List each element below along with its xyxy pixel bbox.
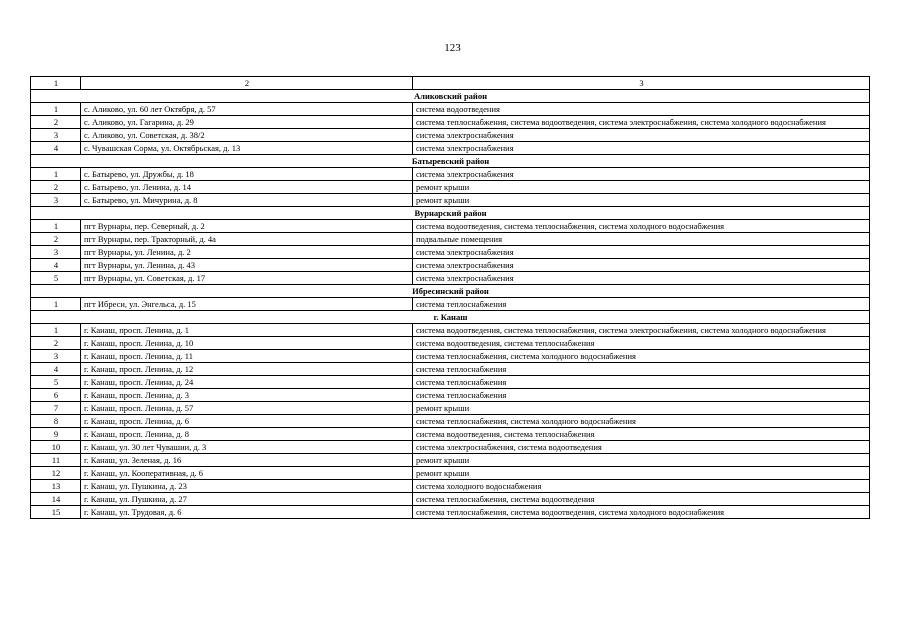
row-number: 8	[31, 415, 81, 428]
column-number-1: 1	[31, 77, 81, 90]
address-cell: с. Батырево, ул. Мичурина, д. 8	[81, 194, 413, 207]
table-row	[31, 415, 870, 428]
row-number: 1	[31, 324, 81, 337]
table-row	[31, 402, 870, 415]
address-cell: с. Батырево, ул. Ленина, д. 14	[81, 181, 413, 194]
works-cell: система теплоснабжения, система холодного водоснабжения	[413, 415, 870, 428]
works-cell: система водоотведения, система теплоснабжения, система электроснабжения, система холодного водоснабжения	[413, 324, 870, 337]
address-cell: пгт Вурнары, пер. Тракторный, д. 4а	[81, 233, 413, 246]
address-cell: с. Батырево, ул. Дружбы, д. 18	[81, 168, 413, 181]
works-cell: система холодного водоснабжения	[413, 480, 870, 493]
row-number: 4	[31, 363, 81, 376]
table-row	[31, 428, 870, 441]
address-cell: г. Канаш, просп. Ленина, д. 8	[81, 428, 413, 441]
address-cell: с. Чувашская Сорма, ул. Октябрьская, д. 13	[81, 142, 413, 155]
table-row	[31, 103, 870, 116]
table-row	[31, 272, 870, 285]
row-number: 6	[31, 389, 81, 402]
works-cell: ремонт крыши	[413, 194, 870, 207]
table-row	[31, 467, 870, 480]
works-cell: система электроснабжения	[413, 129, 870, 142]
row-number: 3	[31, 246, 81, 259]
works-table	[30, 76, 870, 519]
region-header-row	[31, 285, 870, 298]
table-row	[31, 116, 870, 129]
table-row	[31, 389, 870, 402]
row-number: 3	[31, 129, 81, 142]
column-number-2: 2	[81, 77, 413, 90]
row-number: 1	[31, 168, 81, 181]
address-cell: пгт Вурнары, ул. Советская, д. 17	[81, 272, 413, 285]
row-number: 1	[31, 220, 81, 233]
address-cell: пгт Вурнары, пер. Северный, д. 2	[81, 220, 413, 233]
table-row	[31, 480, 870, 493]
table-row	[31, 363, 870, 376]
works-cell: подвальные помещения	[413, 233, 870, 246]
table-row	[31, 220, 870, 233]
address-cell: г. Канаш, просп. Ленина, д. 12	[81, 363, 413, 376]
address-cell: г. Канаш, ул. Пушкина, д. 23	[81, 480, 413, 493]
region-header-row	[31, 90, 870, 103]
table-row	[31, 324, 870, 337]
table-row	[31, 142, 870, 155]
address-cell: г. Канаш, ул. Пушкина, д. 27	[81, 493, 413, 506]
table-row	[31, 181, 870, 194]
works-cell: ремонт крыши	[413, 181, 870, 194]
works-cell: система электроснабжения	[413, 272, 870, 285]
address-cell: пгт Ибреси, ул. Энгельса, д. 15	[81, 298, 413, 311]
table-row	[31, 506, 870, 519]
region-name: г. Канаш	[31, 311, 870, 324]
works-cell: система водоотведения, система теплоснабжения	[413, 428, 870, 441]
works-cell: система электроснабжения	[413, 168, 870, 181]
table-row	[31, 298, 870, 311]
row-number: 2	[31, 181, 81, 194]
row-number: 3	[31, 194, 81, 207]
works-cell: система водоотведения	[413, 103, 870, 116]
column-number-3: 3	[413, 77, 870, 90]
table-row	[31, 168, 870, 181]
address-cell: г. Канаш, ул. Кооперативная, д. 6	[81, 467, 413, 480]
address-cell: пгт Вурнары, ул. Ленина, д. 43	[81, 259, 413, 272]
row-number: 4	[31, 259, 81, 272]
region-name: Вурнарский район	[31, 207, 870, 220]
row-number: 3	[31, 350, 81, 363]
works-cell: система электроснабжения, система водоотведения	[413, 441, 870, 454]
page-number: 123	[444, 42, 461, 54]
region-name: Аликовский район	[31, 90, 870, 103]
table-row	[31, 194, 870, 207]
table-row	[31, 259, 870, 272]
row-number: 2	[31, 116, 81, 129]
address-cell: г. Канаш, просп. Ленина, д. 3	[81, 389, 413, 402]
region-name: Батыревский район	[31, 155, 870, 168]
works-cell: система теплоснабжения	[413, 363, 870, 376]
table-row	[31, 493, 870, 506]
table-row	[31, 441, 870, 454]
works-cell: система теплоснабжения, система водоотведения, система холодного водоснабжения	[413, 506, 870, 519]
row-number: 2	[31, 233, 81, 246]
works-cell: система водоотведения, система теплоснабжения	[413, 337, 870, 350]
address-cell: с. Аликово, ул. Советская, д. 38/2	[81, 129, 413, 142]
works-cell: ремонт крыши	[413, 454, 870, 467]
works-cell: система теплоснабжения	[413, 298, 870, 311]
works-cell: система электроснабжения	[413, 246, 870, 259]
row-number: 12	[31, 467, 81, 480]
region-header-row	[31, 207, 870, 220]
row-number: 13	[31, 480, 81, 493]
row-number: 10	[31, 441, 81, 454]
address-cell: г. Канаш, просп. Ленина, д. 10	[81, 337, 413, 350]
table-row	[31, 129, 870, 142]
table-body	[31, 77, 870, 519]
table-row	[31, 337, 870, 350]
table-row	[31, 233, 870, 246]
works-cell: система водоотведения, система теплоснабжения, система холодного водоснабжения	[413, 220, 870, 233]
row-number: 7	[31, 402, 81, 415]
works-cell: система теплоснабжения, система водоотведения, система электроснабжения, система холодного водоснабжения	[413, 116, 870, 129]
address-cell: г. Канаш, просп. Ленина, д. 11	[81, 350, 413, 363]
row-number: 4	[31, 142, 81, 155]
row-number: 9	[31, 428, 81, 441]
region-header-row	[31, 155, 870, 168]
row-number: 1	[31, 298, 81, 311]
address-cell: г. Канаш, ул. Трудовая, д. 6	[81, 506, 413, 519]
row-number: 5	[31, 272, 81, 285]
table-row	[31, 350, 870, 363]
works-cell: ремонт крыши	[413, 402, 870, 415]
address-cell: г. Канаш, просп. Ленина, д. 24	[81, 376, 413, 389]
works-cell: система теплоснабжения, система холодного водоснабжения	[413, 350, 870, 363]
address-cell: с. Аликово, ул. 60 лет Октября, д. 57	[81, 103, 413, 116]
works-cell: система теплоснабжения, система водоотведения	[413, 493, 870, 506]
address-cell: г. Канаш, ул. Зеленая, д. 16	[81, 454, 413, 467]
address-cell: г. Канаш, просп. Ленина, д. 6	[81, 415, 413, 428]
works-cell: система электроснабжения	[413, 142, 870, 155]
row-number: 11	[31, 454, 81, 467]
address-cell: г. Канаш, просп. Ленина, д. 57	[81, 402, 413, 415]
row-number: 5	[31, 376, 81, 389]
address-cell: пгт Вурнары, ул. Ленина, д. 2	[81, 246, 413, 259]
region-header-row	[31, 311, 870, 324]
address-cell: г. Канаш, ул. 30 лет Чувашии, д. 3	[81, 441, 413, 454]
column-number-row	[31, 77, 870, 90]
table-row	[31, 454, 870, 467]
works-cell: система теплоснабжения	[413, 376, 870, 389]
region-name: Ибресинский район	[31, 285, 870, 298]
row-number: 2	[31, 337, 81, 350]
address-cell: с. Аликово, ул. Гагарина, д. 29	[81, 116, 413, 129]
row-number: 15	[31, 506, 81, 519]
works-cell: система теплоснабжения	[413, 389, 870, 402]
row-number: 1	[31, 103, 81, 116]
table-row	[31, 246, 870, 259]
works-cell: система электроснабжения	[413, 259, 870, 272]
row-number: 14	[31, 493, 81, 506]
address-cell: г. Канаш, просп. Ленина, д. 1	[81, 324, 413, 337]
table-row	[31, 376, 870, 389]
works-cell: ремонт крыши	[413, 467, 870, 480]
